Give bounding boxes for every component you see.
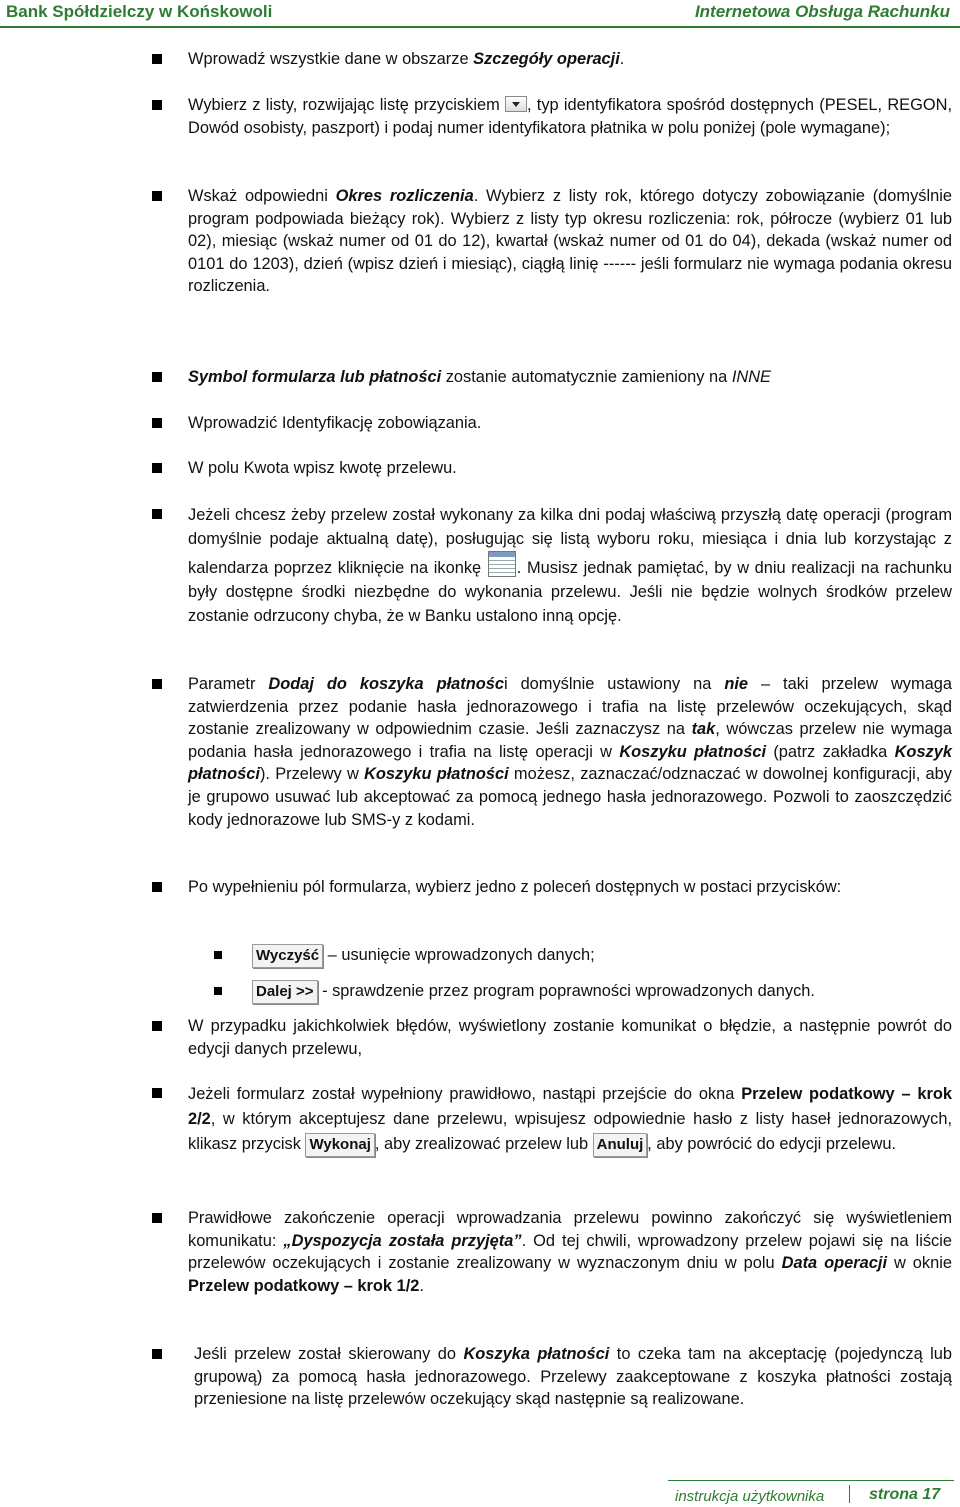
sub-bullet-icon: [214, 951, 222, 959]
list-item: [152, 185, 952, 325]
bullet-icon: [152, 372, 162, 382]
list-item: [152, 503, 952, 653]
next-button[interactable]: Dalej >>: [252, 980, 318, 1004]
bullet-icon: [152, 191, 162, 201]
execute-button[interactable]: Wykonaj: [305, 1133, 374, 1157]
bullet-icon: [152, 1349, 162, 1359]
item-text: Jeśli przelew został skierowany do Koszyka płatności to czeka tam na akceptację (pojedynczą lub grupową) za pomocą hasła jednorazowego. Przelewy zaakceptowane z koszyka płatności zostają przeniesione na listę przelewów oczekujący skąd następnie są realizowane.: [194, 1345, 952, 1409]
list-item: [152, 48, 952, 72]
item-text: Jeżeli chcesz żeby przelew został wykonany za kilka dni podaj właściwą przyszłą datę operacji (program domyślnie podaje aktualną datę), posługując się listą wyboru roku, miesiąca i dnia lub korzystając z kalendarza poprzez kliknięcie na ikonkę . Musisz jednak pamiętać, by w dniu realizacji na rachunku były dostępne środki niezbędne do wykonania przelewu. Jeśli nie będzie wolnych środków przelew zostanie odrzucony chyba, że w Banku ustalono inną opcję.: [188, 506, 953, 625]
list-item: [152, 673, 952, 858]
bullet-icon: [152, 100, 162, 110]
list-item: [152, 366, 952, 390]
page-header: [0, 0, 960, 27]
list-item: [152, 1082, 952, 1186]
cancel-button[interactable]: Anuluj: [593, 1133, 648, 1157]
bank-name: Bank Spółdzielczy w Końskowoli: [6, 2, 273, 21]
bullet-icon: [152, 1213, 162, 1223]
page-footer: [0, 1474, 960, 1507]
page-number: strona 17: [869, 1486, 941, 1503]
bullet-icon: [152, 509, 162, 519]
item-text: Prawidłowe zakończenie operacji wprowadzania przelewu powinno zakończyć się wyświetleniem komunikatu: „Dyspozycja została przyjęta”. Od tej chwili, wprowadzony przelew pojawi się na liście przelewów oczekujących i zostanie zrealizowany w wyznaczonym dniu w polu Data operacji w oknie Przelew podatkowy – krok 1/2.: [188, 1209, 952, 1295]
header-divider: [0, 26, 960, 28]
bullet-icon: [152, 679, 162, 689]
item-text: Wybierz z listy, rozwijając listę przyciskiem , typ identyfikatora spośród dostępnych (PESEL, REGON, Dowód osobisty, paszport) i podaj numer identyfikatora płatnika w polu poniżej (pole wymagane);: [188, 96, 953, 137]
sub-list-item: [214, 980, 954, 1008]
list-item: [152, 412, 952, 436]
footer-label: instrukcja użytkownika: [675, 1488, 825, 1505]
item-text: Jeżeli formularz został wypełniony prawidłowo, nastąpi przejście do okna Przelew podatkowy – krok 2/2, w którym akceptujesz dane przelewu, wpisujesz odpowiednie hasło z listy haseł jednorazowych, klikasz przycisk Wykonaj , aby zrealizować przelew lub Anuluj , aby powrócić do edycji przelewu.: [188, 1082, 952, 1157]
list-item: [152, 94, 952, 164]
item-text: Parametr Dodaj do koszyka płatności domyślnie ustawiony na nie – taki przelew wymaga zatwierdzenia przez podanie hasła jednorazowego i trafia na listę przelewów oczekujących, skąd zostanie zrealizowany w odpowiednim czasie. Jeśli zaznaczysz na tak, wówczas przelew nie wymaga podania hasła jednorazowego i trafia na listę operacji w Koszyku płatności (patrz zakładka Koszyk płatności). Przelewy w Koszyku płatności możesz, zaznaczać/odznaczać w dowolnej konfiguracji, aby je grupowo usuwać lub akceptować za pomocą jednego hasła jednorazowego. Pozwoli to zaoszczędzić kody jednorazowe lub SMS-y z kodami.: [188, 675, 952, 829]
item-text: Po wypełnieniu pól formularza, wybierz jedno z poleceń dostępnych w postaci przycisków:: [188, 878, 842, 896]
sub-item-text: Dalej >> - sprawdzenie przez program poprawności wprowadzonych danych.: [252, 980, 954, 1004]
bullet-icon: [152, 54, 162, 64]
list-item: [152, 1015, 952, 1063]
dropdown-arrow-icon[interactable]: [505, 96, 527, 112]
sub-item-text: Wyczyść – usunięcie wprowadzonych danych;: [252, 944, 954, 968]
item-text: W polu Kwota wpisz kwotę przelewu.: [188, 459, 457, 477]
item-text: W przypadku jakichkolwiek błędów, wyświetlony zostanie komunikat o błędzie, a następnie powrót do edycji danych przelewu,: [188, 1017, 952, 1058]
item-text: Wskaż odpowiedni Okres rozliczenia. Wybierz z listy rok, którego dotyczy zobowiązanie (domyślnie program podpowiada bieżący rok). Wybierz z listy typ okresu rozliczenia: rok, półrocze (wybierz 01 lub 02), miesiąc (wskaż numer od 01 do 12), kwartał (wskaż numer od 01 do 04), dekada (wskaż numer od 0101 do 1203), dzień (wpisz dzień i miesiąc), ciągłą linię ------ jeśli formularz nie wymaga podania okresu rozliczenia.: [188, 187, 952, 296]
bullet-icon: [152, 1088, 162, 1098]
bullet-icon: [152, 882, 162, 892]
calendar-icon[interactable]: [488, 551, 516, 577]
bullet-icon: [152, 418, 162, 428]
list-item: [152, 1207, 952, 1323]
item-text: Wprowadzić Identyfikację zobowiązania.: [188, 414, 482, 432]
list-item: [152, 457, 952, 481]
item-text: Symbol formularza lub płatności zostanie automatycznie zamieniony na INNE: [188, 368, 771, 386]
service-name: Internetowa Obsługa Rachunku: [694, 2, 950, 21]
footer-divider: [668, 1480, 954, 1481]
item-text: Wprowadź wszystkie dane w obszarze Szczegóły operacji.: [188, 50, 625, 68]
list-item: [152, 1343, 952, 1437]
footer-separator: [849, 1485, 850, 1503]
bullet-icon: [152, 463, 162, 473]
sub-bullet-icon: [214, 987, 222, 995]
list-item: [152, 876, 952, 924]
sub-list-item: [214, 944, 954, 972]
bullet-icon: [152, 1021, 162, 1031]
clear-button[interactable]: Wyczyść: [252, 944, 323, 968]
